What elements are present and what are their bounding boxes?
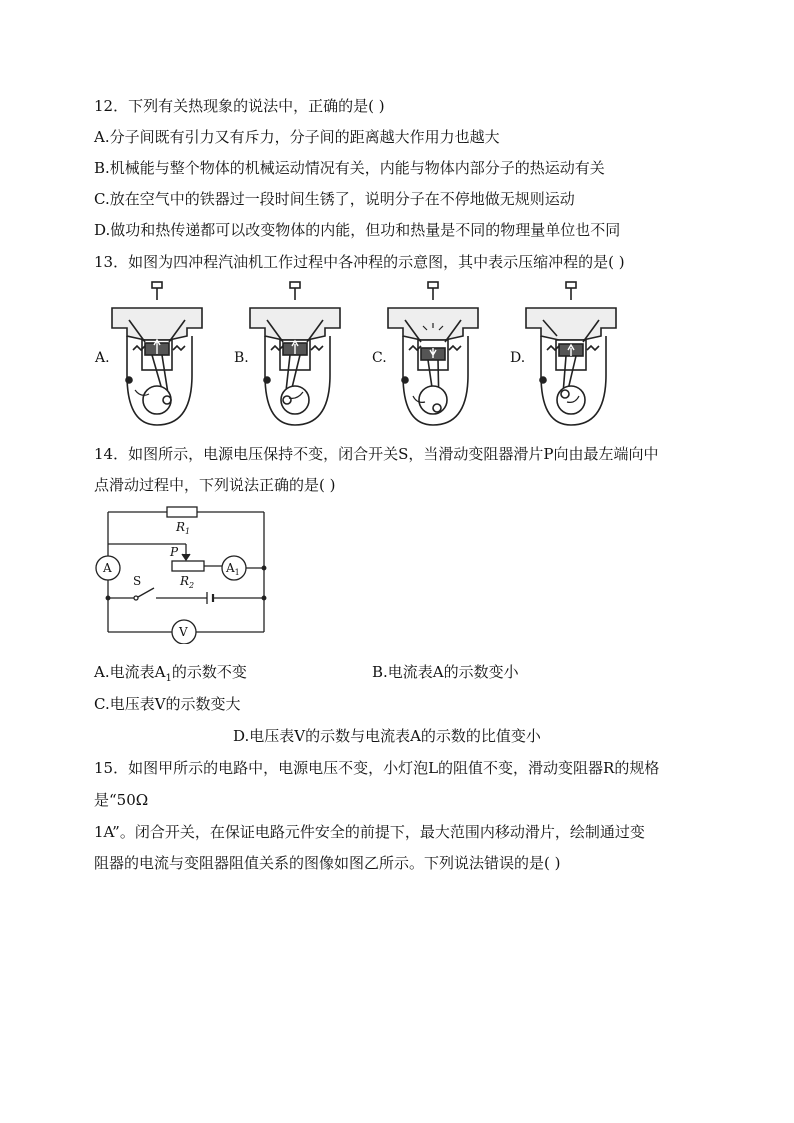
q12-option-d: D.做功和热传递都可以改变物体的内能，但功和热量是不同的物理量单位也不同: [94, 221, 621, 239]
resistor-r1: [167, 507, 197, 517]
q12-option-b: B.机械能与整个物体的机械运动情况有关，内能与物体内部分子的热运动有关: [94, 159, 605, 177]
q15-line4: 阻器的电流与变阻器阻值关系的图像如图乙所示。下列说法错误的是( ): [94, 854, 561, 872]
q14-option-a: A.电流表$A_1$的示数不变: [94, 663, 247, 684]
engine-diagram-a: [107, 280, 207, 430]
q14-option-c: C.电压表V的示数变大: [94, 695, 241, 713]
engine-diagram-b: [245, 280, 345, 430]
svg-text:A1: $A_1$: [226, 561, 240, 577]
label-ammeter-a: A: [103, 561, 112, 575]
q13-label-a: A.: [95, 350, 110, 366]
label-r1: R: [176, 520, 186, 534]
q13-stem: 13．如图为四冲程汽油机工作过程中各冲程的示意图，其中表示压缩冲程的是( ): [94, 253, 625, 271]
q14-option-b: B.电流表A的示数变小: [372, 663, 519, 681]
q14-stem-line1: 14．如图所示，电源电压保持不变，闭合开关S，当滑动变阻器滑片P向由最左端向中: [94, 445, 659, 463]
q13-label-c: C.: [372, 350, 387, 366]
q13-label-b: B.: [234, 350, 249, 366]
svg-text:R2: $R_2$: [180, 574, 195, 590]
q15-line1: 15．如图甲所示的电路中，电源电压不变，小灯泡L的阻值不变，滑动变阻器R的规格: [94, 759, 660, 777]
q12-option-a: A.分子间既有引力又有斥力，分子间的距离越大作用力也越大: [94, 128, 500, 146]
resistor-r2: [172, 561, 204, 571]
label-s: S: [133, 574, 142, 588]
q15-line3: 1A”。闭合开关，在保证电路元件安全的前提下，最大范围内移动滑片，绘制通过变: [94, 823, 645, 841]
q12-option-c: C.放在空气中的铁器过一段时间生锈了，说明分子在不停地做无规则运动: [94, 190, 575, 208]
engine-diagram-d: [521, 280, 621, 430]
q13-label-d: D.: [510, 350, 526, 366]
label-ammeter-a1: A: [226, 561, 235, 575]
q12-stem: 12．下列有关热现象的说法中，正确的是( ): [94, 97, 385, 115]
q14-option-d: D.电压表V的示数与电流表A的示数的比值变小: [233, 727, 541, 745]
q14-circuit-diagram: [92, 504, 282, 644]
engine-diagram-c: [383, 280, 483, 430]
svg-text:R1: $R_1$: [176, 520, 191, 536]
q15-line2: 是“50Ω: [94, 791, 149, 809]
label-voltmeter-v: V: [179, 625, 188, 639]
label-p: P: [170, 545, 179, 559]
q14-stem-line2: 点滑动过程中，下列说法正确的是( ): [94, 476, 336, 494]
label-r2: R: [180, 574, 190, 588]
